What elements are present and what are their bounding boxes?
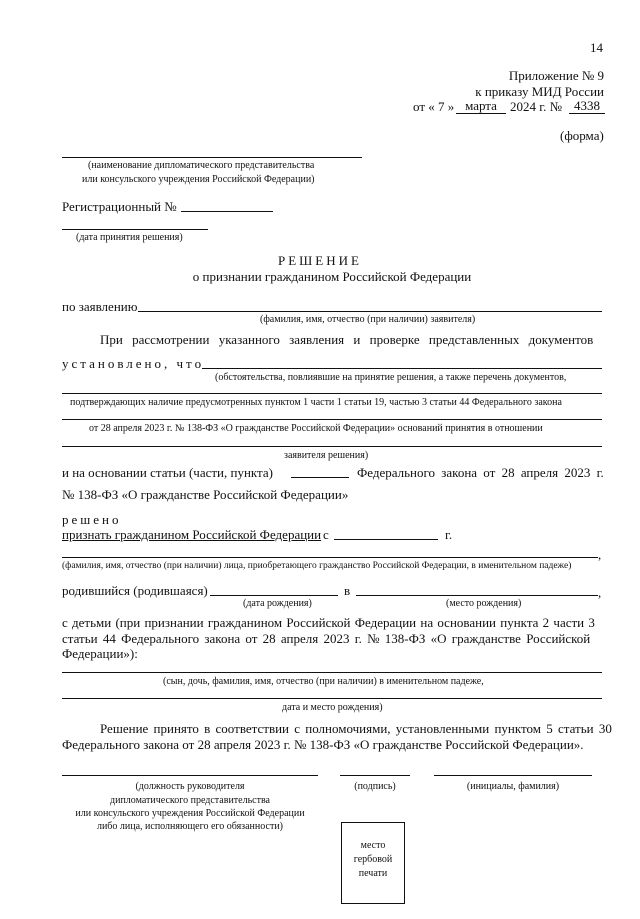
child-info-line-2 [62, 698, 602, 699]
position-caption-2: дипломатического представительства [110, 795, 270, 806]
basis-text-line-2: № 138-ФЗ «О гражданстве Российской Федерации» [62, 487, 349, 502]
child-date-caption: дата и место рождения) [282, 702, 383, 713]
basis-text-b: Федерального закона от 28 апреля 2023 г. [357, 465, 604, 480]
page-number: 14 [590, 40, 603, 55]
born-line-comma: , [598, 585, 602, 600]
decision-made-text-1: Решение принято в соответствии с полномочиями, установленными пунктом 5 статьи 30 [100, 721, 612, 736]
applicant-name-line [138, 311, 602, 312]
position-line [62, 775, 318, 776]
decision-date-line [62, 229, 208, 230]
consideration-text: При рассмотрении указанного заявления и проверке представленных документов [100, 332, 594, 347]
position-caption-1: (должность руководителя [135, 781, 245, 792]
position-caption-4: либо лица, исполняющего его обязанности) [96, 821, 284, 832]
recognize-year: г. [445, 527, 453, 542]
signature-caption: (подпись) [354, 781, 396, 792]
circumstances-line-4 [62, 446, 602, 447]
child-info-line-1 [62, 672, 602, 673]
circumstances-text-2: подтверждающих наличие предусмотренных пунктом 1 части 1 статьи 19, частью 3 статьи 44 Федерального закона [70, 397, 562, 408]
circumstances-caption: (обстоятельства, повлиявшие на принятие решения, а также перечень документов, [215, 372, 567, 383]
circumstances-line-1 [202, 368, 602, 369]
stamp-label-2: гербовой [353, 854, 393, 865]
born-in: в [344, 583, 351, 598]
appendix-date-prefix: от « 7 » [413, 99, 455, 114]
child-caption: (сын, дочь, фамилия, имя, отчество (при наличии) в именительном падеже, [163, 676, 484, 687]
mission-caption-1: (наименование дипломатического представительства [88, 160, 315, 171]
basis-text-a: и на основании статьи (части, пункта) [62, 465, 273, 480]
person-name-line [62, 557, 598, 558]
recognize-from: с [323, 527, 329, 542]
circumstances-line-2 [62, 393, 602, 394]
children-text-2: статьи 44 Федерального закона от 28 апреля 2023 г. № 138-ФЗ «О гражданстве Российской [62, 631, 591, 646]
birth-date-line [210, 595, 338, 596]
position-caption-3: или консульского учреждения Российской Федерации [75, 808, 305, 819]
applicant-caption: (фамилия, имя, отчество (при наличии) заявителя) [260, 314, 476, 325]
birth-place-line [356, 595, 598, 596]
person-line-comma: , [598, 547, 602, 562]
basis-article-line [291, 477, 349, 478]
signature-line [340, 775, 410, 776]
recognize-text: признать гражданином Российской Федерации [62, 527, 322, 542]
appendix-line-2: к приказу МИД России [475, 84, 604, 99]
document-subtitle: о признании гражданином Российской Федерации [192, 269, 472, 284]
person-caption: (фамилия, имя, отчество (при наличии) лица, приобретающего гражданство Российской Федерации, в именительном падеже) [62, 561, 572, 571]
birth-date-caption: (дата рождения) [243, 598, 312, 609]
circumstances-line-3 [62, 419, 602, 420]
stamp-placeholder-box [341, 822, 405, 904]
children-text-1: с детьми (при признании гражданином Российской Федерации на основании пункта 2 части 3 [62, 615, 595, 630]
recognize-date-line [334, 539, 438, 540]
mission-caption-2: или консульского учреждения Российской Федерации) [82, 174, 315, 185]
decided-label: решено [62, 512, 122, 527]
appendix-line-1: Приложение № 9 [508, 68, 604, 83]
document-title: РЕШЕНИЕ [278, 253, 362, 268]
form-label: (форма) [560, 128, 604, 143]
initials-caption: (инициалы, фамилия) [466, 781, 560, 792]
mission-name-line [62, 157, 362, 158]
initials-line [434, 775, 592, 776]
appendix-month: марта [456, 99, 506, 114]
appendix-year: 2024 г. № [510, 99, 563, 114]
established-label: установлено, что [62, 356, 205, 371]
decision-made-text-2: Федерального закона от 28 апреля 2023 г. № 138-ФЗ «О гражданстве Российской Федерации». [62, 737, 584, 752]
children-text-3: Федерации»): [62, 646, 138, 661]
circumstances-text-4: заявителя решения) [284, 450, 369, 461]
circumstances-text-3: от 28 апреля 2023 г. № 138-ФЗ «О гражданстве Российской Федерации» оснований принятия в отношении [89, 423, 543, 434]
appendix-order-number: 4338 [569, 99, 605, 114]
registration-label: Регистрационный № [62, 199, 177, 214]
stamp-label-1: место [360, 840, 386, 851]
decision-date-caption: (дата принятия решения) [76, 232, 183, 243]
birth-place-caption: (место рождения) [446, 598, 522, 609]
registration-number-line [181, 211, 273, 212]
stamp-label-3: печати [358, 868, 388, 879]
application-label: по заявлению [62, 299, 138, 314]
born-label: родившийся (родившаяся) [62, 583, 208, 598]
